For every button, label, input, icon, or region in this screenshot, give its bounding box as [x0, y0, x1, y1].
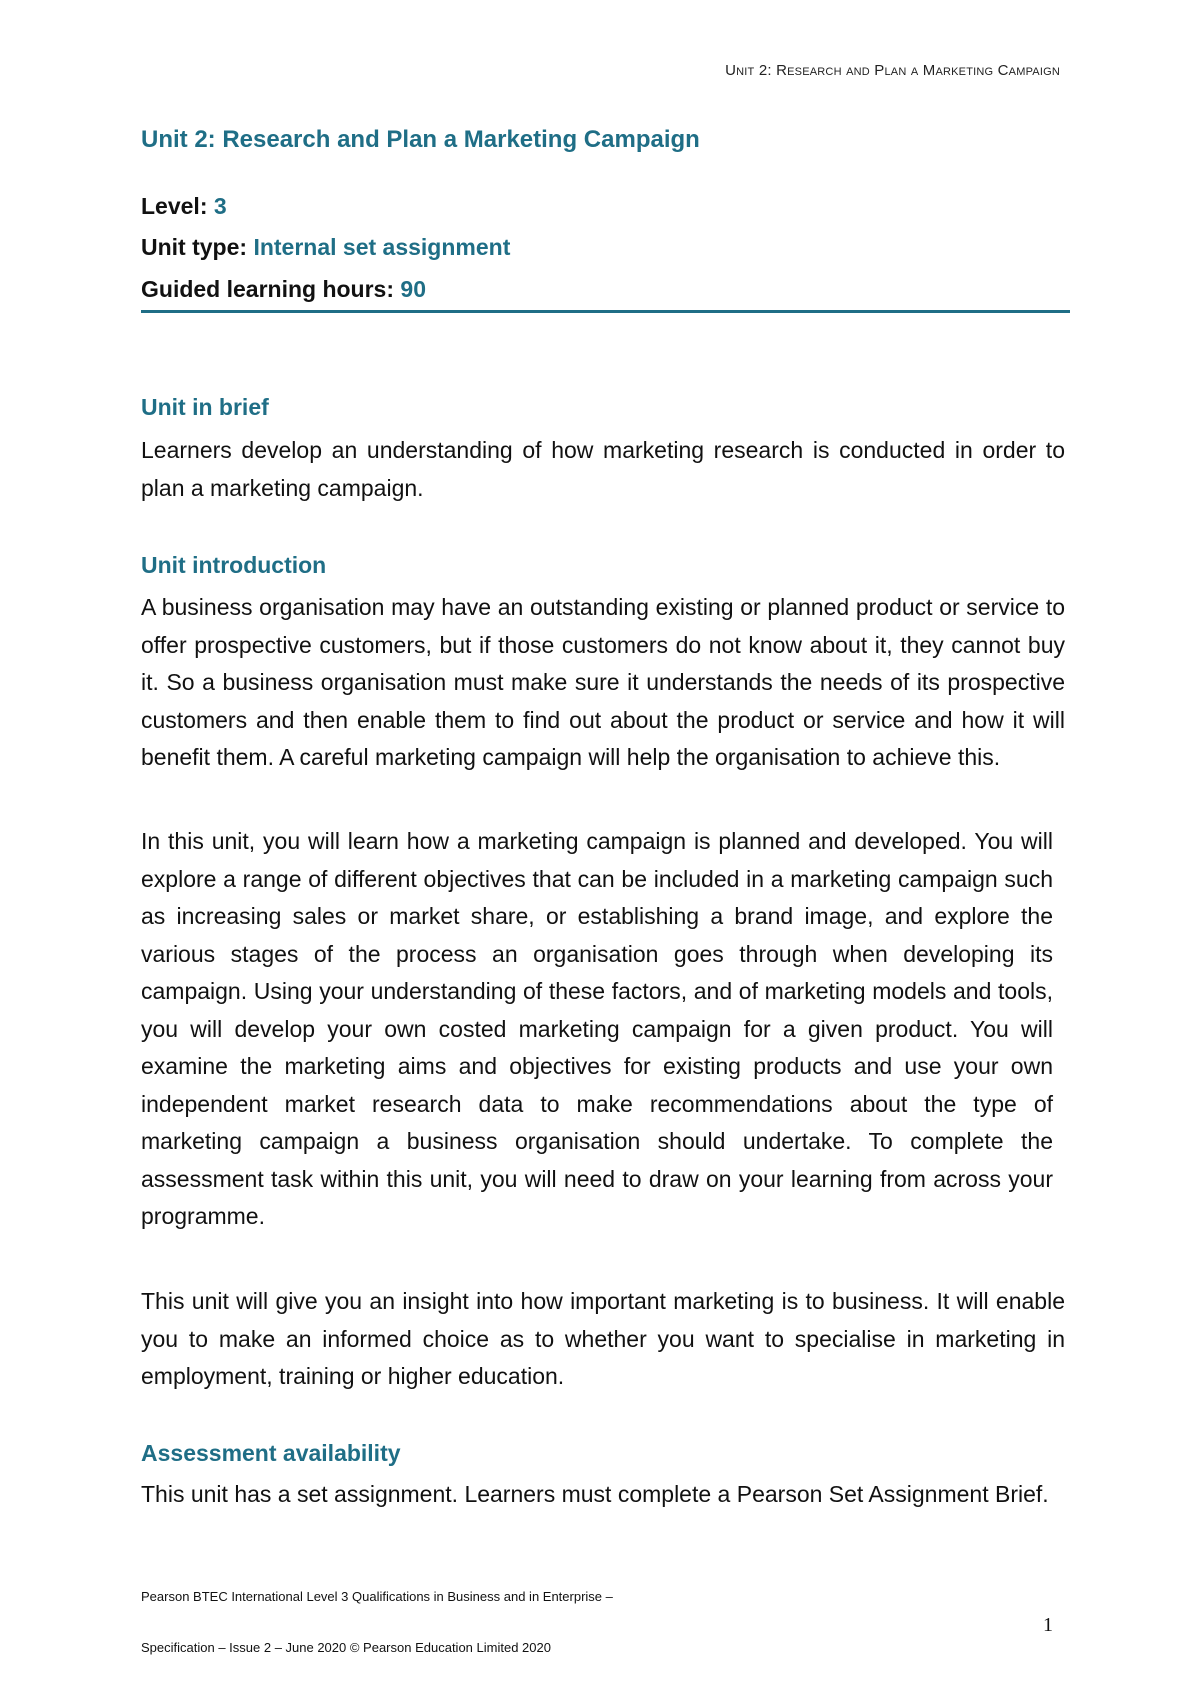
glh-label: Guided learning hours: [141, 276, 395, 302]
heading-unit-in-brief: Unit in brief [141, 394, 269, 420]
footer-qualification: Pearson BTEC International Level 3 Qualifications in Business and in Enterprise – [141, 1589, 613, 1604]
introduction-paragraph-3: This unit will give you an insight into how important marketing is to business. It will enable you to make an informed choice as to whether you want to specialise in marketing in employment, training or higher education. [141, 1288, 1065, 1389]
unit-in-brief-text: Learners develop an understanding of how marketing research is conducted in order to plan a marketing campaign. [141, 437, 1065, 501]
unit-title: Unit 2: Research and Plan a Marketing Campaign [141, 126, 700, 153]
running-header: Unit 2: Research and Plan a Marketing Campaign [725, 62, 1060, 79]
introduction-paragraph-2: In this unit, you will learn how a marketing campaign is planned and developed. You will explore a range of different objectives that can be included in a marketing campaign such as increasing sales or market share, or establishing a brand image, and explore the various stages of the process an organisation goes through when developing its campaign. Using your understanding of these factors, and of marketing models and tools, you will develop your own costed marketing campaign for a given product. You will examine the marketing aims and objectives for existing products and use your own independent market research data to make recommendations about the type of marketing campaign a business organisation should undertake. To complete the assessment task within this unit, you will need to draw on your learning from across your programme. [141, 828, 1053, 1229]
unit-type [141, 234, 510, 261]
assessment-availability-text: This unit has a set assignment. Learners must complete a Pearson Set Assignment Brief. [141, 1481, 1049, 1507]
unit-type-value: Internal set assignment [253, 234, 511, 260]
glh-value: 90 [400, 276, 426, 302]
header-divider [141, 310, 1070, 313]
unit-level-value: 3 [213, 193, 227, 219]
unit-type-label: Unit type: [141, 234, 248, 260]
unit-level-label: Level: [141, 193, 208, 219]
unit-level [141, 193, 227, 220]
guided-learning-hours [141, 276, 426, 303]
introduction-paragraph-1: A business organisation may have an outstanding existing or planned product or service to offer prospective customers, but if those customers do not know about it, they cannot buy it. So a business organisation must make sure it understands the needs of its prospective customers and then enable them to find out about the product or service and how it will benefit them. A careful marketing campaign will help the organisation to achieve this. [141, 594, 1065, 770]
heading-assessment-availability: Assessment availability [141, 1440, 401, 1466]
footer-specification: Specification – Issue 2 – June 2020 © Pearson Education Limited 2020 [141, 1640, 551, 1655]
heading-unit-introduction: Unit introduction [141, 552, 327, 578]
page-number: 1 [1043, 1614, 1053, 1636]
